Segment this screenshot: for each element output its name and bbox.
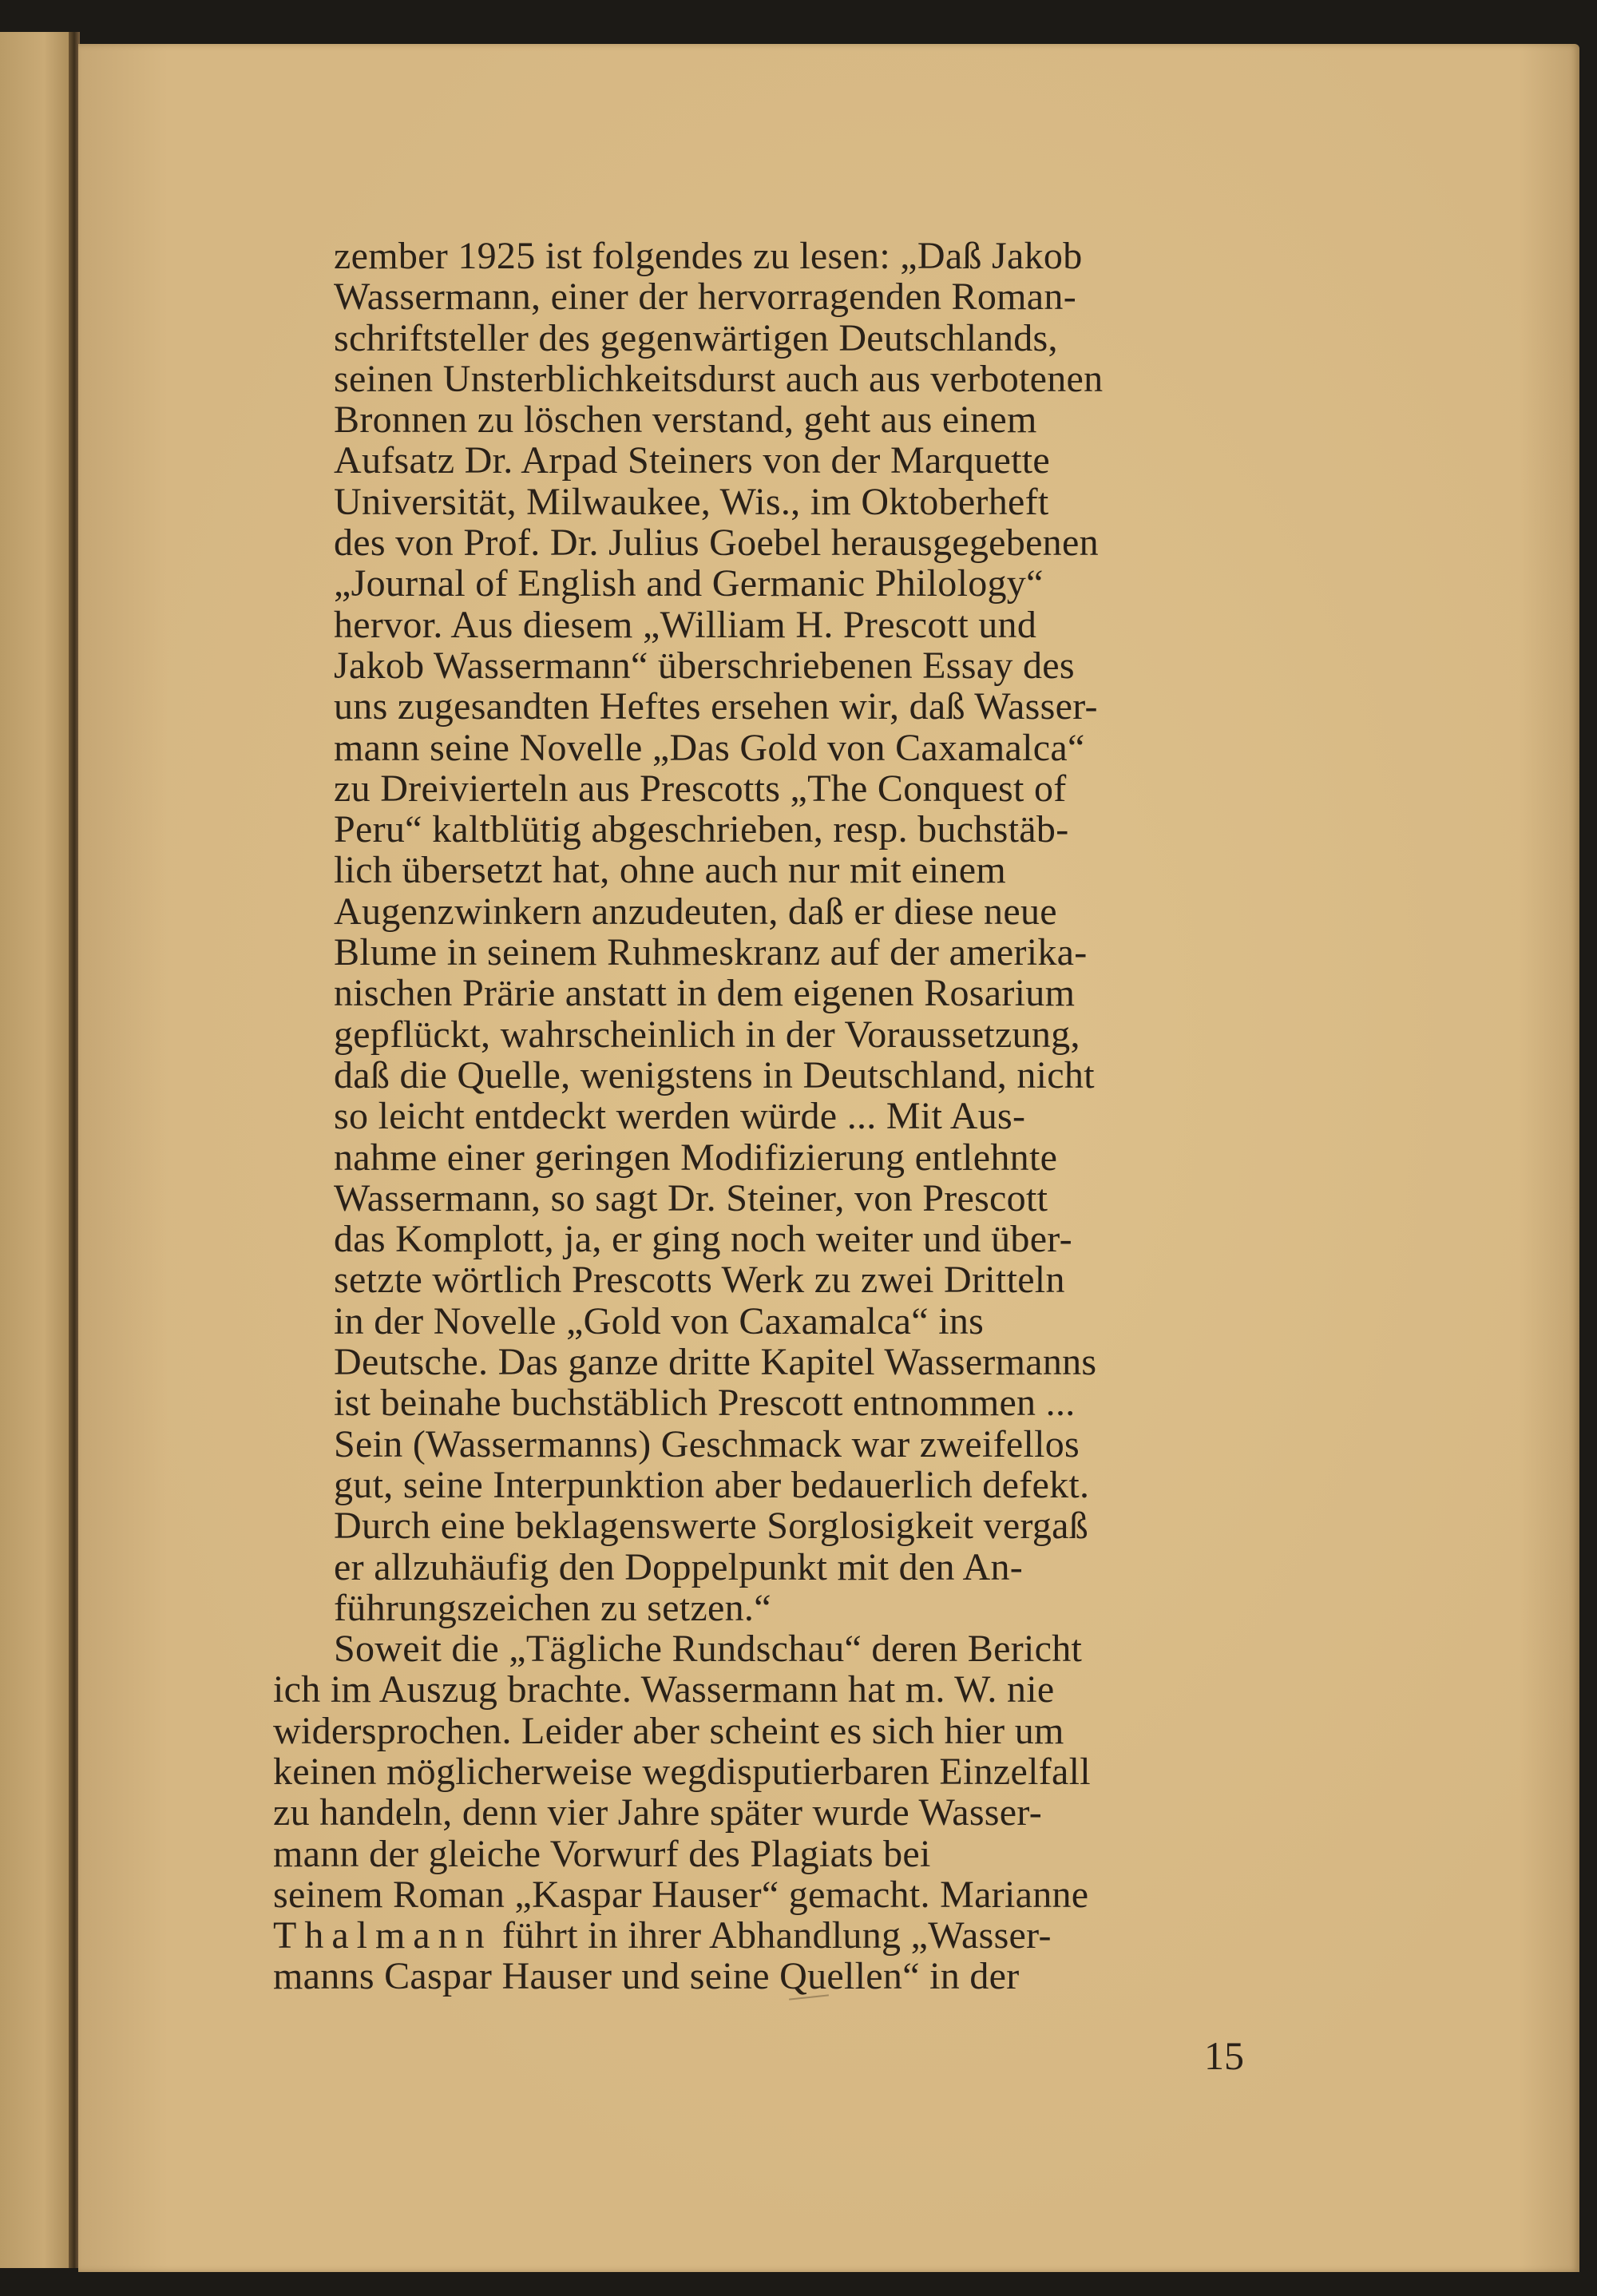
text-line: Blume in seinem Ruhmeskranz auf der amerika- — [334, 931, 1088, 974]
facing-page-edge — [0, 32, 73, 2268]
text-line: hervor. Aus diesem „William H. Prescott und — [334, 603, 1037, 646]
text-line: „Journal of English and Germanic Philology“ — [334, 562, 1044, 605]
text-line: Augenzwinkern anzudeuten, daß er diese neue — [334, 890, 1057, 933]
text-line: uns zugesandten Heftes ersehen wir, daß Wasser- — [334, 685, 1098, 728]
text-line: Wassermann, einer der hervorragenden Roman- — [334, 276, 1076, 319]
text-line: manns Caspar Hauser und seine Quellen“ in der — [273, 1955, 1020, 1998]
text-line: das Komplott, ja, er ging noch weiter und über- — [334, 1218, 1072, 1261]
text-line: nahme einer geringen Modifizierung entlehnte — [334, 1136, 1058, 1179]
text-line: Wassermann, so sagt Dr. Steiner, von Prescott — [334, 1176, 1048, 1219]
text-line: er allzuhäufig den Doppelpunkt mit den An- — [334, 1545, 1024, 1588]
text-line: so leicht entdeckt werden würde ... Mit Aus- — [334, 1095, 1026, 1138]
text-line: setzte wörtlich Prescotts Werk zu zwei Dritteln — [334, 1259, 1065, 1302]
body-text — [273, 235, 1324, 1998]
paragraph-first-line: Soweit die „Tägliche Rundschau“ deren Bericht — [334, 1628, 1083, 1671]
text-line: Durch eine beklagenswerte Sorglosigkeit vergaß — [334, 1505, 1089, 1548]
text-line: Deutsche. Das ganze dritte Kapitel Wassermanns — [334, 1341, 1097, 1384]
page-number: 15 — [1204, 2033, 1244, 2078]
text-line: Peru“ kaltblütig abgeschrieben, resp. buchstäb- — [334, 808, 1069, 851]
text-line: mann seine Novelle „Das Gold von Caxamalca“ — [334, 726, 1085, 769]
text-line: seinem Roman „Kaspar Hauser“ gemacht. Marianne — [273, 1873, 1089, 1916]
text-line: Aufsatz Dr. Arpad Steiners von der Marquette — [334, 439, 1050, 482]
text-line: Universität, Milwaukee, Wis., im Oktoberheft — [334, 480, 1049, 523]
book-page — [78, 44, 1579, 2272]
text-line: widersprochen. Leider aber scheint es sich hier um — [273, 1709, 1064, 1752]
text-line: Sein (Wassermanns) Geschmack war zweifellos — [334, 1422, 1080, 1465]
text-line: ich im Auszug brachte. Wassermann hat m. W. nie — [273, 1668, 1055, 1711]
text-line: mann der gleiche Vorwurf des Plagiats bei — [273, 1832, 931, 1875]
spaced-name: Thalmann — [273, 1914, 493, 1957]
text-line: schriftsteller des gegenwärtigen Deutschlands, — [334, 316, 1058, 359]
text-line: zu Dreivierteln aus Prescotts „The Conquest of — [334, 767, 1067, 810]
text-line: ist beinahe buchstäblich Prescott entnommen ... — [334, 1382, 1076, 1425]
text-line: seinen Unsterblichkeitsdurst auch aus verbotenen — [334, 357, 1104, 400]
text-line: führungszeichen zu setzen.“ — [334, 1586, 771, 1629]
text-line: Bronnen zu löschen verstand, geht aus einem — [334, 399, 1037, 442]
text-line-rest: führt in ihrer Abhandlung „Wasser- — [492, 1914, 1052, 1957]
text-line: nischen Prärie anstatt in dem eigenen Rosarium — [334, 972, 1076, 1015]
text-line: lich übersetzt hat, ohne auch nur mit einem — [334, 849, 1006, 892]
text-line: des von Prof. Dr. Julius Goebel herausgegebenen — [334, 521, 1099, 565]
text-line: Jakob Wassermann“ überschriebenen Essay des — [334, 644, 1075, 687]
text-line: in der Novelle „Gold von Caxamalca“ ins — [334, 1299, 985, 1342]
text-line: daß die Quelle, wenigstens in Deutschland, nicht — [334, 1053, 1095, 1096]
text-line: keinen möglicherweise wegdisputierbaren Einzelfall — [273, 1750, 1091, 1793]
text-line: zember 1925 ist folgendes zu lesen: „Daß Jakob — [334, 235, 1083, 277]
text-line: gepflückt, wahrscheinlich in der Voraussetzung, — [334, 1013, 1080, 1056]
text-line — [273, 1915, 1324, 1956]
text-line: gut, seine Interpunktion aber bedauerlich defekt. — [334, 1463, 1090, 1506]
text-line: zu handeln, denn vier Jahre später wurde Wasser- — [273, 1791, 1042, 1834]
